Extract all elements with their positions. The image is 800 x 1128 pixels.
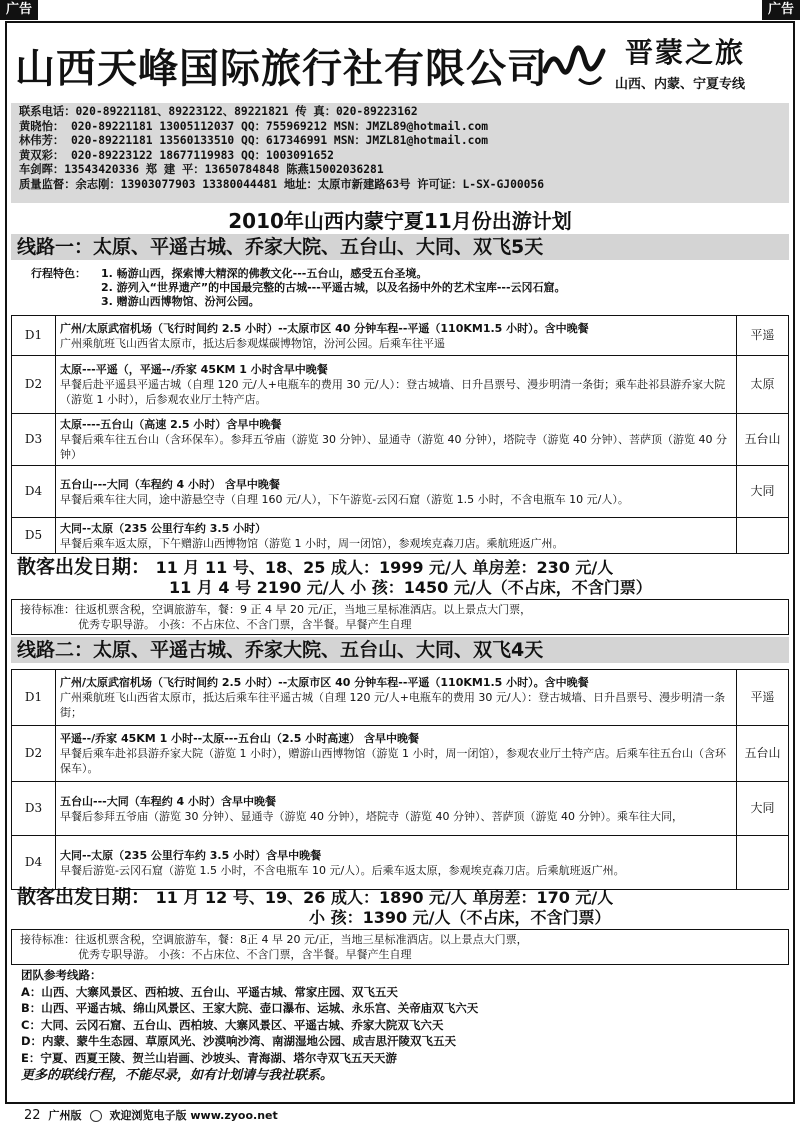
features-label: 行程特色：	[31, 267, 86, 280]
brand-logo-icon	[539, 31, 609, 91]
page-number: 22	[24, 1108, 41, 1123]
day-detail: 早餐后乘车赴祁县游乔家大院（游览 1 小时），赠游山西博物馆（游览 1 小时，周一闭馆），参观农业厅土特产店。后乘车往五台山（含环保车）。	[60, 747, 726, 775]
contact-row: 林伟芳： 020-89221181 13560133510 QQ：617346991 MSN：JMZL81@hotmail.com	[19, 134, 489, 147]
day-cell: D4	[12, 466, 56, 518]
day-title: 平遥--/乔家 45KM 1 小时--太原---五台山（2.5 小时高速） 含早中晚餐	[60, 732, 420, 745]
overnight-city: 太原	[737, 356, 789, 414]
day-detail: 早餐后乘车往五台山（含环保车）。参拜五爷庙（游览 30 分钟）、显通寺（游览 40 分钟），塔院寺（游览 40 分钟）、菩萨顶（游览 40 分钟）	[60, 433, 727, 461]
route1-itinerary-table	[11, 315, 789, 554]
brand-subtitle: 山西、内蒙、宁夏专线	[615, 77, 746, 92]
day-cell: D2	[12, 356, 56, 414]
overnight-city	[737, 518, 789, 554]
team-line: C：大同、云冈石窟、五台山、西柏坡、大寨风景区、平遥古城、乔家大院双飞六天	[21, 1017, 444, 1032]
brand-block	[539, 29, 779, 95]
departure-line: 11 月 11 号、18、25 成人：1999 元/人 单房差：230 元/人	[155, 558, 614, 577]
edition-name: 广州版	[48, 1109, 82, 1122]
team-line: A：山西、大寨风景区、西柏坡、五台山、平遥古城、常家庄园、双飞五天	[21, 984, 398, 999]
advertisement-frame	[5, 21, 795, 1104]
table-row	[12, 316, 789, 356]
day-detail: 广州乘航班飞山西省太原市，抵达后乘车往平遥古城（自理 120 元/人+电瓶车的费用 30 元/人）：登古城墙、日升昌票号、漫步明清一条街；	[60, 691, 726, 719]
departure-line: 11 月 4 号 2190 元/人 小 孩：1450 元/人（不占床，不含门票）	[169, 578, 652, 597]
contact-row: 黄晓怡： 020-89221181 13005112037 QQ：755969212 MSN：JMZL89@hotmail.com	[19, 119, 489, 133]
table-row	[12, 466, 789, 518]
contact-row: 车剑晖：13543420336 郑 建 平：13650784848 陈燕15002036281	[19, 163, 384, 176]
route1-standard	[11, 599, 789, 635]
edition-icon	[90, 1110, 102, 1122]
day-cell: D4	[12, 836, 56, 890]
table-row	[12, 414, 789, 466]
departure-label: 散客出发日期：	[17, 556, 151, 578]
route1-title: 线路一：太原、平遥古城、乔家大院、五台山、大同、双飞5天	[11, 234, 789, 260]
day-title: 太原----五台山（高速 2.5 小时）含早中晚餐	[60, 418, 282, 431]
day-cell: D2	[12, 726, 56, 782]
overnight-city: 五台山	[737, 726, 789, 782]
page-footer	[24, 1108, 278, 1124]
route2-itinerary-table	[11, 669, 789, 890]
header	[7, 23, 793, 101]
standard-line: 接待标准：往返机票含税，空调旅游车，餐：9 正 4 早 20 元/正，当地三星标准酒店。以上景点大门票，	[20, 603, 532, 616]
feature-item: 3. 赠游山西博物馆、汾河公园。	[101, 295, 260, 308]
standard-line: 优秀专职导游。 小孩：不占床位、不含门票，含半餐。早餐产生自理	[78, 948, 412, 961]
day-cell: D1	[12, 670, 56, 726]
closing-note: 更多的联线行程，不能尽录，如有计划请与我社联系。	[21, 1068, 334, 1083]
day-cell: D5	[12, 518, 56, 554]
ad-tag-left: 广告	[0, 0, 38, 20]
overnight-city: 平遥	[737, 670, 789, 726]
contact-row: 联系电话：020-89221181、89223122、89221821 传 真：020-89223162	[19, 105, 418, 118]
overnight-city: 大同	[737, 466, 789, 518]
table-row	[12, 782, 789, 836]
contact-row: 质量监督：余志刚：13903077903 13380044481 地址：太原市新建路63号 许可证：L-SX-GJ00056	[19, 177, 545, 191]
ad-tag-right: 广告	[762, 0, 800, 20]
table-row	[12, 518, 789, 554]
table-row	[12, 356, 789, 414]
departure-line: 11 月 12 号、19、26 成人：1890 元/人 单房差：170 元/人	[155, 888, 614, 907]
route1-departure	[17, 557, 785, 598]
table-row	[12, 670, 789, 726]
day-detail: 早餐后乘车往大同，途中游悬空寺（自理 160 元/人），下午游览-云冈石窟（游览 1.5 小时，不含电瓶车 10 元/人）。	[60, 492, 629, 506]
team-line: E：宁夏、西夏王陵、贺兰山岩画、沙坡头、青海湖、塔尔寺双飞五天天游	[21, 1050, 397, 1065]
table-row	[12, 726, 789, 782]
day-cell: D3	[12, 414, 56, 466]
overnight-city: 五台山	[737, 414, 789, 466]
company-name: 山西天峰国际旅行社有限公司	[15, 46, 548, 92]
day-title: 广州/太原武宿机场（飞行时间约 2.5 小时）--太原市区 40 分钟车程--平遥（110KM1.5 小时）。含中晚餐	[60, 676, 589, 689]
brand-name: 晋蒙之旅	[625, 36, 746, 69]
table-row	[12, 836, 789, 890]
route2-title: 线路二：太原、平遥古城、乔家大院、五台山、大同、双飞4天	[11, 637, 789, 663]
route2-standard	[11, 929, 789, 965]
contact-row: 黄双彩： 020-89223122 18677119983 QQ：1003091652	[19, 148, 334, 162]
day-cell: D1	[12, 316, 56, 356]
contact-block	[11, 103, 789, 203]
day-detail: 广州乘航班飞山西省太原市，抵达后参观煤碳博物馆，汾河公园。后乘车往平遥	[60, 336, 445, 350]
day-title: 大同--太原（235 公里行车约 3.5 小时）	[60, 521, 267, 535]
route1-features	[31, 267, 785, 309]
team-line: D：内蒙、蒙牛生态园、草原风光、沙漠响沙湾、南湖湿地公园、成吉思汗陵双飞五天	[21, 1034, 457, 1048]
plan-title: 2010年山西内蒙宁夏11月份出游计划	[228, 209, 572, 233]
standard-line: 接待标准：往返机票含税，空调旅游车，餐：8正 4 早 20 元/正，当地三星标准酒店。以上景点大门票，	[20, 933, 528, 946]
day-title: 大同--太原（235 公里行车约 3.5 小时）含早中晚餐	[60, 848, 322, 862]
standard-line: 优秀专职导游。 小孩：不占床位、不含门票，含半餐。早餐产生自理	[78, 618, 412, 631]
feature-item: 2. 游列入“世界遗产”的中国最完整的古城---平遥古城，以及名扬中外的艺术宝库---云冈石窟。	[101, 281, 566, 294]
feature-item: 1. 畅游山西，探索博大精深的佛教文化---五台山，感受五台圣境。	[101, 267, 428, 280]
day-detail: 早餐后赴平遥县平遥古城（自理 120 元/人+电瓶车的费用 30 元/人）：登古城墙、日升昌票号、漫步明清一条街；乘车赴祁县游乔家大院（游览 1 小时），后参观农业厅土特产店。	[60, 378, 726, 406]
day-title: 广州/太原武宿机场（飞行时间约 2.5 小时）--太原市区 40 分钟车程--平遥（110KM1.5 小时）。含中晚餐	[60, 321, 589, 335]
day-detail: 早餐后参拜五爷庙（游览 30 分钟）、显通寺（游览 40 分钟），塔院寺（游览 40 分钟）、菩萨顶（游览 40 分钟）。乘车往大同，	[60, 809, 683, 823]
overnight-city: 平遥	[737, 316, 789, 356]
team-line: B：山西、平遥古城、绵山风景区、王家大院、壶口瀑布、运城、永乐宫、关帝庙双飞六天	[21, 1001, 479, 1015]
day-cell: D3	[12, 782, 56, 836]
footer-text: 欢迎浏览电子版 www.zyoo.net	[109, 1109, 278, 1122]
overnight-city	[737, 836, 789, 890]
departure-label: 散客出发日期：	[17, 886, 151, 908]
overnight-city: 大同	[737, 782, 789, 836]
departure-line: 小 孩：1390 元/人（不占床，不含门票）	[309, 908, 611, 927]
team-title: 团队参考线路：	[21, 968, 102, 982]
day-detail: 早餐后乘车返太原，下午赠游山西博物馆（游览 1 小时，周一闭馆），参观埃克森刀店。乘航班返广州。	[60, 536, 564, 550]
team-routes	[21, 967, 785, 1085]
route2-departure	[17, 887, 785, 928]
day-title: 太原---平遥（，平遥--/乔家 45KM 1 小时含早中晚餐	[60, 363, 328, 376]
day-title: 五台山---大同（车程约 4 小时） 含早中晚餐	[60, 477, 280, 491]
day-title: 五台山---大同（车程约 4 小时）含早中晚餐	[60, 794, 277, 808]
day-detail: 早餐后游览-云冈石窟（游览 1.5 小时，不含电瓶车 10 元/人）。后乘车返太原，参观埃克森刀店。后乘航班返广州。	[60, 863, 625, 877]
